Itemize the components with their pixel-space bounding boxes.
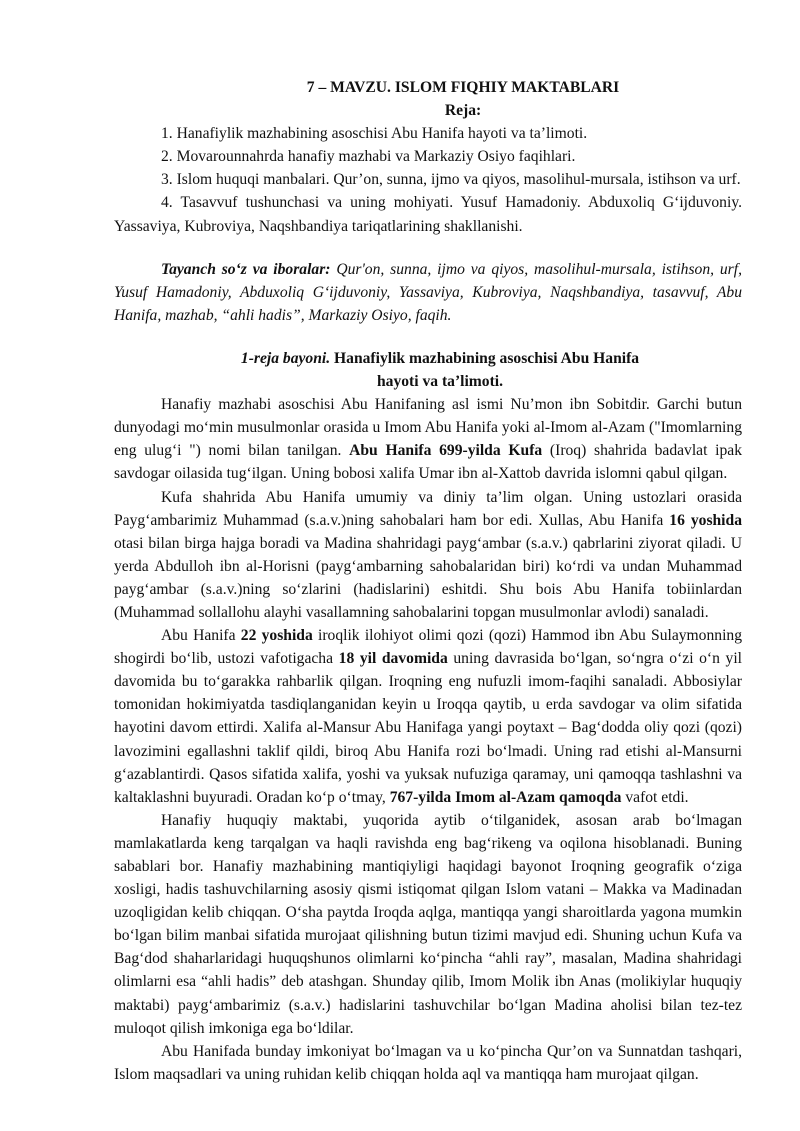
paragraph-2-text-a: Kufa shahrida Abu Hanifa umumiy va diniy ta’lim olgan. Uning ustozlari orasida Payg‘ambarimiz Muhammad (s.a.v.)ning sahobalari ham bor edi. Xullas, Abu Hanifa (114, 488, 742, 529)
paragraph-1-bold: Abu Hanifa 699-yilda Kufa (349, 442, 543, 460)
keywords-paragraph (114, 258, 742, 327)
spacer (114, 327, 742, 347)
plan-item-4: 4. Tasavvuf tushunchasi va uning mohiyati. Yusuf Hamadoniy. Abduxoliq G‘ijduvoniy. Yassaviya, Kubroviya, Naqshbandiya tariqatlarining shakllanishi. (114, 194, 742, 235)
paragraph-2 (114, 486, 742, 625)
section-prefix: 1-reja bayoni. (240, 349, 331, 367)
section-title-line2: hayoti va ta’limoti. (376, 373, 504, 391)
plan-heading: Reja: (444, 102, 482, 120)
paragraph-3-bold-2: 18 yil davomida (338, 650, 448, 668)
paragraph-1 (114, 393, 742, 485)
paragraph-1-text-c: (Iroq) shahrida badavlat ipak savdogar oilasida tug‘ilgan. Uning bobosi xalifa Umar ibn al-Xattob davrida islomni qabul qilgan. (114, 442, 743, 483)
plan-item-2: 2. Movarounnahrda hanafiy mazhabi va Markaziy Osiyo faqihlari. (161, 148, 576, 166)
keywords-text: Qur'on, sunna, ijmo va qiyos, masolihul-mursala, istihson, urf, Yusuf Hamadoniy, Abduxoliq G‘ijduvoniy, Yassaviya, Kubroviya, Naqshbandiya, tasavvuf, Abu Hanifa, mazhab, “ahli hadis”, Markaziy Osiyo, faqih. (114, 260, 742, 324)
paragraph-3-bold-3: 767-yilda Imom al-Azam qamoqda (389, 788, 622, 806)
paragraph-3-bold-1: 22 yoshida (240, 627, 313, 645)
paragraph-5: Abu Hanifada bunday imkoniyat bo‘lmagan va u ko‘pincha Qur’on va Sunnatdan tashqari, Islom maqsadlari va uning ruhidan kelib chiqqan holda aql va mantiqqa ham murojaat qilgan. (114, 1042, 742, 1083)
paragraph-1-text-a: Hanafiy mazhabi asoschisi Abu Hanifaning asl ismi Nu’mon ibn Sobitdir. Garchi butun dunyodagi mo‘min musulmonlar orasida u Imom Abu Hanifa yoki al-Imom al-Azam ("Imomlarning eng ulug‘i ") nomi bilan tanilgan. (114, 396, 742, 460)
section-heading (114, 347, 742, 370)
section-title-line1: Hanafiylik mazhabining asoschisi Abu Hanifa (330, 349, 640, 367)
paragraph-4: Hanafiy huquqiy maktabi, yuqorida aytib o‘tilganidek, asosan arab bo‘lmagan mamlakatlarda keng tarqalgan va haqli ravishda eng bag‘rikeng va oqilona hisoblanadi. Buning sabablari bor. Hanafiy mazhabining mantiqiyligi haqidagi bayonot Iroqning geografik o‘ziga xosligi, hadis tashuvchilarning asosiy qismi istiqomat qilgan Islom vatani – Makka va Madinadan uzoqligidan kelib chiqqan. O‘sha paytda Iroqda aqlga, mantiqqa yangi sharoitlarda yagona mumkin bo‘lgan bilim manbai sifatida murojaat qilishning butun tizimi mavjud edi. Shuning uchun Kufa va Bag‘dod shaharlaridagi huquqshunos olimlarni ko‘pincha “ahli ray”, masalan, Madina shahridagi olimlarni esa “ahli hadis” deb atashgan. Shunday qilib, Imom Molik ibn Anas (molikiylar huquqiy maktabi) payg‘ambarimiz (s.a.v.) hadislarini tashuvchilar bo‘lgan Madina aholisi bilan tez-tez muloqot qilish imkoniga ega bo‘ldilar. (114, 811, 742, 1037)
paragraph-2-text-c: otasi bilan birga hajga boradi va Madina shahridagi payg‘ambar (s.a.v.) qabrlarini ziyorat qiladi. U yerda Abdulloh ibn al-Horisni (payg‘ambarning sahobalaridan biri) ko‘rdi va undan Muhammad payg‘ambar (s.a.v.)ning so‘zlarini (hadislarini) eshitdi. Shu bois Abu Hanifa tobiinlardan (Muhammad sollallohu alayhi vasallamning sahobalarini topgan musulmonlar avlodi) sanaladi. (114, 534, 742, 621)
keywords-label: Tayanch so‘z va iboralar: (161, 260, 331, 278)
spacer (114, 238, 742, 258)
plan-list (114, 122, 742, 237)
paragraph-3-text-c: iroqlik ilohiyot olimi qozi (qozi) Hammod ibn Abu Sulaymonning shogirdi bo‘lib, ustozi vafotigacha (114, 627, 742, 668)
plan-item-3: 3. Islom huquqi manbalari. Qur’on, sunna, ijmo va qiyos, masolihul-mursala, istihson va urf. (161, 171, 741, 189)
paragraph-3 (114, 624, 742, 809)
plan-item-1: 1. Hanafiylik mazhabining asoschisi Abu Hanifa hayoti va ta’limoti. (161, 125, 588, 143)
paragraph-3-text-g: vafot etdi. (621, 788, 689, 806)
paragraph-3-text-e: uning davrasida bo‘lgan, so‘ngra o‘zi o‘n yil davomida bu to‘garakka rahbarlik qilgan. Iroqning eng nufuzli imom-faqihi sanaladi. Abbosiylar tomonidan hokimiyatda tasdiqlanganidan keyin u Iroqqa qaytib, u erda savdogar va olim sifatida hayotini davom ettirdi. Xalifa al-Mansur Abu Hanifaga yangi poytaxt – Bag‘dodda oliy qozi (qozi) lavozimini egallashni taklif qildi, biroq Abu Hanifa rozi bo‘lmadi. Uning rad etishi al-Mansurni g‘azablantirdi. Qasos sifatida xalifa, yoshi va yuksak nufuziga qaramay, uni qamoqqa tashlashni va kaltaklashni buyuradi. Oradan ko‘p o‘tmay, (114, 650, 742, 806)
document-title: 7 – MAVZU. ISLOM FIQHIY MAKTABLARI (306, 79, 620, 96)
paragraph-2-bold: 16 yoshida (669, 511, 742, 529)
paragraph-3-text-a: Abu Hanifa (161, 627, 241, 645)
